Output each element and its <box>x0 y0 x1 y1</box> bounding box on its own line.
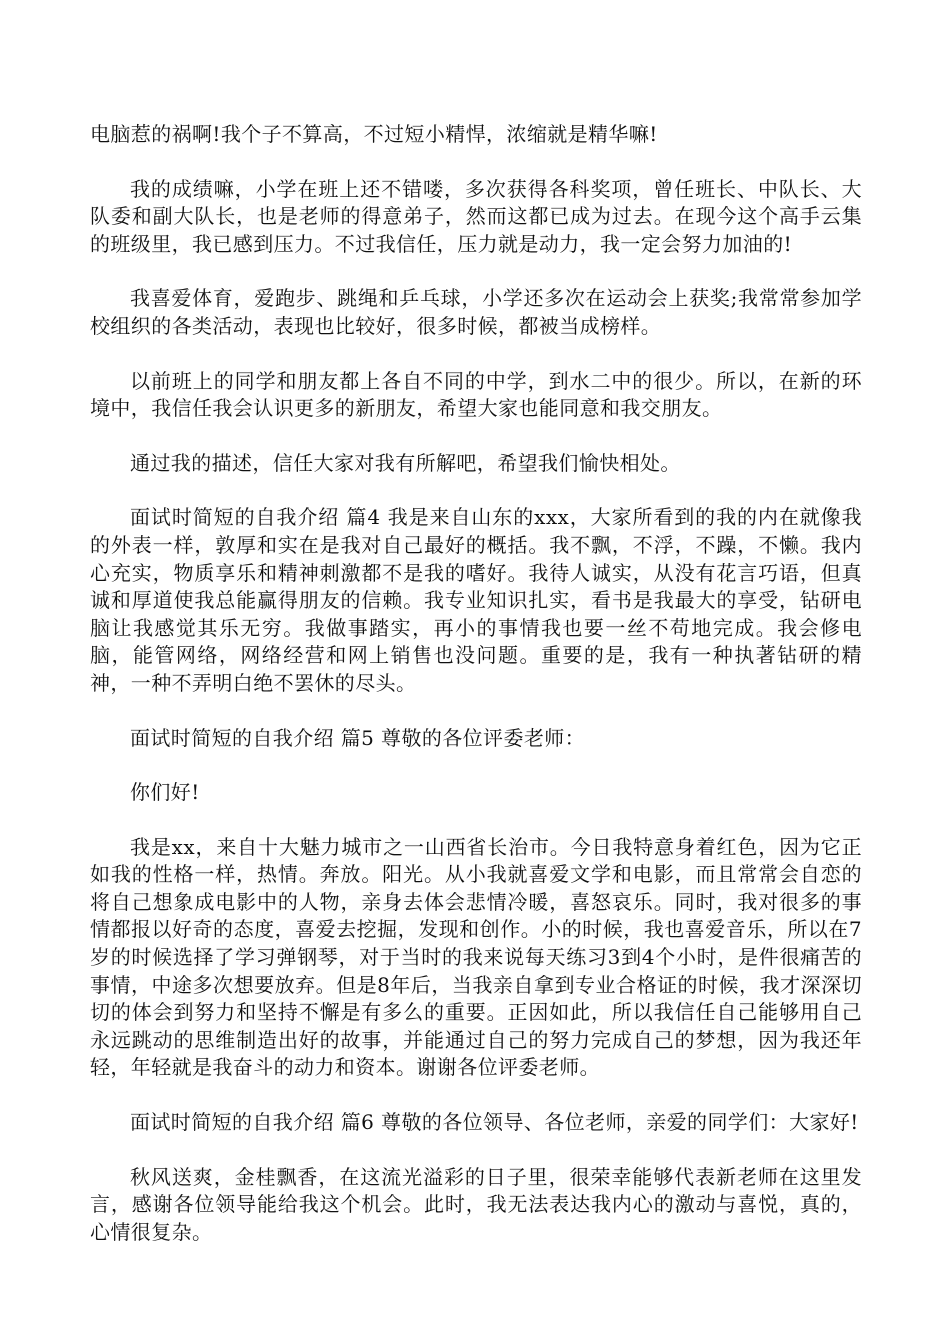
paragraph-grades: 我的成绩嘛，小学在班上还不错喽，多次获得各科奖项，曾任班长、中队长、大队委和副大队长，也是老师的得意弟子，然而这都已成为过去。在现今这个高手云集的班级里，我已感到压力。不过我信任，压力就是动力，我一定会努力加油的! <box>90 176 862 256</box>
paragraph-new-friends: 以前班上的同学和朋友都上各自不同的中学，到水二中的很少。所以，在新的环境中，我信任我会认识更多的新朋友，希望大家也能同意和我交朋友。 <box>90 368 862 421</box>
paragraph-article-5-body: 我是xx，来自十大魅力城市之一山西省长治市。今日我特意身着红色，因为它正如我的性格一样，热情。奔放。阳光。从小我就喜爱文学和电影，而且常常会自恋的将自己想象成电影中的人物，亲身去体会悲情冷暖，喜怒哀乐。同时，我对很多的事情都报以好奇的态度，喜爱去挖掘，发现和创作。小的时候，我也喜爱音乐，所以在7岁的时候选择了学习弹钢琴，对于当时的我来说每天练习3到4个小时，是件很痛苦的事情，中途多次想要放弃。但是8年后，当我亲自拿到专业合格证的时候，我才深深切切的体会到努力和坚持不懈是有多么的重要。正因如此，所以我信任自己能够用自己永远跳动的思维制造出好的故事，并能通过自己的努力完成自己的梦想，因为我还年轻，年轻就是我奋斗的动力和资本。谢谢各位评委老师。 <box>90 834 862 1080</box>
paragraph-article-4: 面试时简短的自我介绍 篇4 我是来自山东的xxx，大家所看到的我的内在就像我的外表一样，敦厚和实在是我对自己最好的概括。我不飘，不浮，不躁，不懒。我内心充实，物质享乐和精神刺激都不是我的嗜好。我待人诚实，从没有花言巧语，但真诚和厚道使我总能赢得朋友的信赖。我专业知识扎实，看书是我最大的享受，钻研电脑让我感觉其乐无穷。我做事踏实，再小的事情我也要一丝不苟地完成。我会修电脑，能管网络，网络经营和网上销售也没问题。重要的是，我有一种执著钻研的精神，一种不弄明白绝不罢休的尽头。 <box>90 505 862 695</box>
paragraph-greeting: 你们好! <box>130 780 200 805</box>
paragraph-article-6-heading: 面试时简短的自我介绍 篇6 尊敬的各位领导、各位老师，亲爱的同学们：大家好! <box>130 1110 859 1135</box>
paragraph-continuation: 电脑惹的祸啊!我个子不算高，不过短小精悍，浓缩就是精华嘛! <box>90 122 658 146</box>
paragraph-article-5-heading: 面试时简短的自我介绍 篇5 尊敬的各位评委老师： <box>130 725 586 750</box>
paragraph-article-6-body: 秋风送爽，金桂飘香，在这流光溢彩的日子里，很荣幸能够代表新老师在这里发言，感谢各位领导能给我这个机会。此时，我无法表达我内心的激动与喜悦，真的，心情很复杂。 <box>90 1164 862 1244</box>
paragraph-closing: 通过我的描述，信任大家对我有所解吧，希望我们愉快相处。 <box>130 450 681 475</box>
document-page <box>90 121 862 1273</box>
paragraph-sports: 我喜爱体育，爱跑步、跳绳和乒乓球，小学还多次在运动会上获奖;我常常参加学校组织的各类活动，表现也比较好，很多时候，都被当成榜样。 <box>90 286 862 338</box>
